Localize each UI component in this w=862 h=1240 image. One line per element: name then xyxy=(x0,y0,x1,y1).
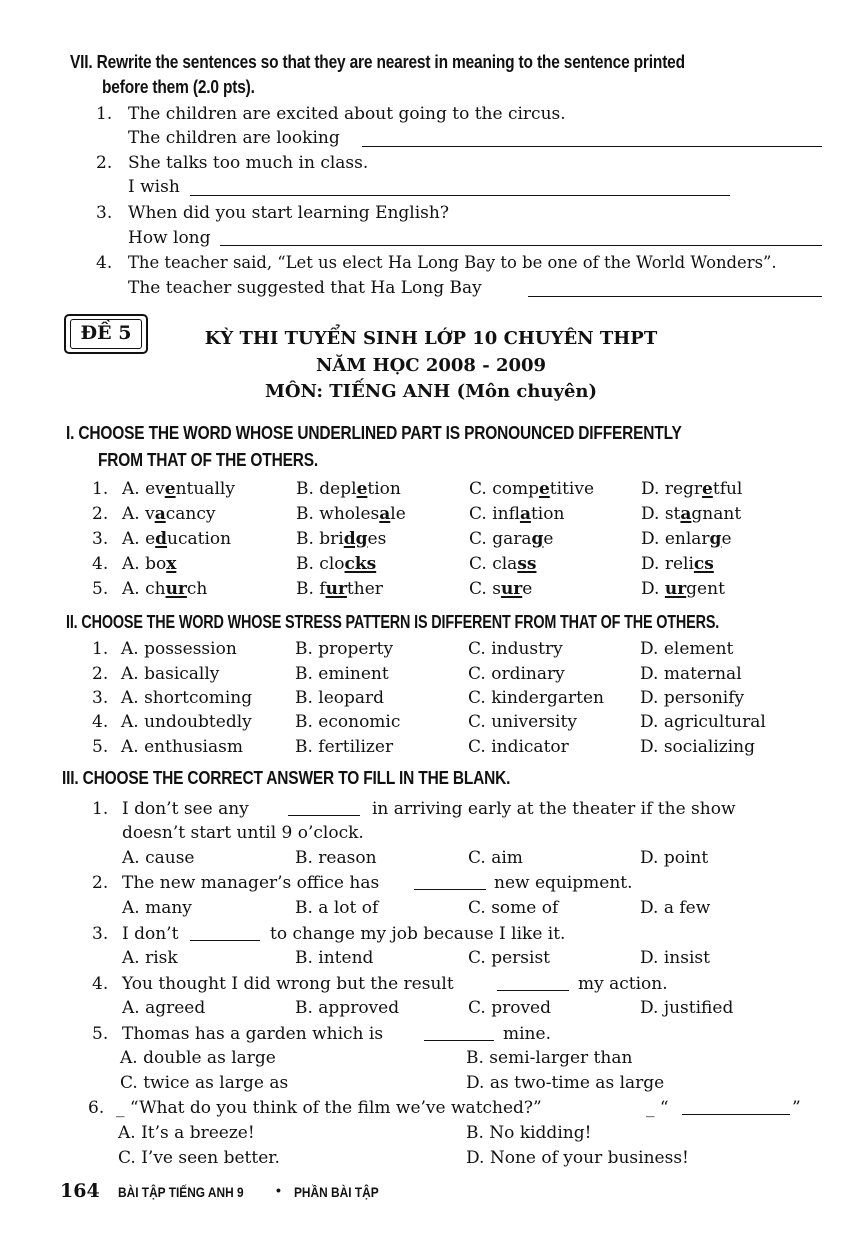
option-d[interactable] xyxy=(641,504,741,524)
question-text: You thought I did wrong but the result xyxy=(122,974,454,994)
rewrite-prompt: How long xyxy=(128,228,211,248)
option-a[interactable]: A. cause xyxy=(122,848,195,868)
option-text: tion xyxy=(367,479,401,499)
underlined-part: ur xyxy=(325,579,347,599)
option-text: ntually xyxy=(175,479,235,499)
answer-line[interactable] xyxy=(190,195,730,196)
section-ii-heading: II. CHOOSE THE WORD WHOSE STRESS PATTERN IS DIFFERENT FROM THAT OF THE OTHERS. xyxy=(66,612,720,632)
fill-blank[interactable] xyxy=(288,815,360,816)
option-text: B. wholes xyxy=(296,504,380,524)
answer-line[interactable] xyxy=(528,296,822,297)
option-a[interactable]: A. double as large xyxy=(120,1048,276,1068)
option-b[interactable]: B. eminent xyxy=(295,664,389,684)
option-b[interactable]: B. a lot of xyxy=(295,898,379,918)
question-text: my action. xyxy=(578,974,668,994)
option-text: D. enlar xyxy=(641,529,710,549)
option-text: e xyxy=(543,529,554,549)
option-a[interactable] xyxy=(122,529,231,549)
question-number: 2. xyxy=(92,873,109,893)
option-b[interactable]: B. semi-larger than xyxy=(466,1048,633,1068)
option-text: B. bri xyxy=(296,529,344,549)
option-b[interactable]: B. intend xyxy=(295,948,374,968)
option-b[interactable]: B. No kidding! xyxy=(466,1123,592,1143)
option-a[interactable] xyxy=(122,504,215,524)
original-sentence: When did you start learning English? xyxy=(128,203,449,223)
underlined-part: dg xyxy=(343,529,368,549)
option-text: gent xyxy=(686,579,725,599)
underlined-part: ur xyxy=(664,579,687,599)
underlined-part: e xyxy=(164,479,176,499)
option-b[interactable]: B. property xyxy=(295,639,394,659)
option-c[interactable]: C. proved xyxy=(468,998,551,1018)
option-c[interactable]: C. aim xyxy=(468,848,523,868)
option-d[interactable]: D. None of your business! xyxy=(466,1148,689,1168)
underlined-part: a xyxy=(154,504,166,524)
underlined-part: e xyxy=(356,479,368,499)
option-d[interactable]: D. a few xyxy=(640,898,711,918)
option-d[interactable]: D. agricultural xyxy=(640,712,766,732)
section-i-heading: I. CHOOSE THE WORD WHOSE UNDERLINED PART IS PRONOUNCED DIFFERENTLY xyxy=(66,423,682,443)
option-text: C. s xyxy=(469,579,501,599)
option-b[interactable]: B. economic xyxy=(295,712,401,732)
option-text: C. comp xyxy=(469,479,539,499)
option-text: tion xyxy=(530,504,565,524)
fill-blank[interactable] xyxy=(497,990,569,991)
option-text: B. depl xyxy=(296,479,357,499)
option-d[interactable]: D. personify xyxy=(640,688,745,708)
option-a[interactable]: A. enthusiasm xyxy=(121,737,243,757)
question-number: 4. xyxy=(92,554,109,574)
option-b[interactable]: B. leopard xyxy=(295,688,385,708)
option-d[interactable] xyxy=(641,554,714,574)
option-c[interactable]: C. indicator xyxy=(468,737,569,757)
option-text: D. regr xyxy=(641,479,703,499)
question-number: 5. xyxy=(92,737,109,757)
option-text: cancy xyxy=(165,504,216,524)
question-number: 2. xyxy=(92,504,109,524)
part-title: PHẦN BÀI TẬP xyxy=(294,1184,379,1200)
underlined-part: e xyxy=(702,479,713,499)
response-close: ” xyxy=(792,1098,801,1118)
subject-title: MÔN: TIẾNG ANH (Môn chuyên) xyxy=(264,381,598,402)
underlined-part: ss xyxy=(517,554,537,574)
option-text: B. clo xyxy=(296,554,345,574)
fill-blank[interactable] xyxy=(190,940,260,941)
rewrite-prompt: The teacher suggested that Ha Long Bay xyxy=(128,278,482,298)
option-c[interactable]: C. ordinary xyxy=(468,664,565,684)
original-sentence: The teacher said, “Let us elect Ha Long Bay to be one of the World Wonders”. xyxy=(128,253,777,272)
option-c[interactable] xyxy=(469,479,594,499)
option-d[interactable] xyxy=(641,579,725,599)
question-number: 6. xyxy=(88,1098,105,1118)
question-text: I don’t see any xyxy=(122,799,249,819)
underlined-part: a xyxy=(680,504,692,524)
question-number: 2. xyxy=(96,153,113,173)
option-c[interactable]: C. industry xyxy=(468,639,563,659)
question-number: 1. xyxy=(92,799,109,819)
underlined-part: a xyxy=(379,504,391,524)
underlined-part: g xyxy=(709,529,722,549)
question-number: 3. xyxy=(92,924,109,944)
option-text: A. ev xyxy=(122,479,165,499)
option-text: C. cla xyxy=(469,554,518,574)
question-text: mine. xyxy=(503,1024,551,1044)
footer-bullet: • xyxy=(276,1182,281,1198)
rewrite-prompt: I wish xyxy=(128,177,180,197)
fill-blank[interactable] xyxy=(424,1040,494,1041)
original-sentence: The children are excited about going to the circus. xyxy=(128,104,566,124)
option-a[interactable]: A. agreed xyxy=(122,998,206,1018)
option-text: le xyxy=(390,504,406,524)
option-b[interactable] xyxy=(296,479,401,499)
underlined-part: cks xyxy=(344,554,377,574)
underlined-part: e xyxy=(538,479,550,499)
option-text: D. reli xyxy=(641,554,694,574)
option-text: D. xyxy=(641,579,665,599)
option-b[interactable] xyxy=(296,529,386,549)
fill-blank[interactable] xyxy=(414,889,486,890)
exam-title: KỲ THI TUYỂN SINH LỚP 10 CHUYÊN THPT xyxy=(204,328,658,349)
original-sentence: She talks too much in class. xyxy=(128,153,369,173)
underlined-part: g xyxy=(531,529,544,549)
option-a[interactable]: A. basically xyxy=(121,664,220,684)
question-number: 3. xyxy=(96,203,113,223)
option-a[interactable]: A. It’s a breeze! xyxy=(118,1123,255,1143)
option-d[interactable]: D. element xyxy=(640,639,734,659)
question-number: 3. xyxy=(92,688,109,708)
option-text: C. infl xyxy=(469,504,520,524)
rewrite-prompt: The children are looking xyxy=(128,128,340,148)
option-c[interactable]: C. I’ve seen better. xyxy=(118,1148,280,1168)
section-iii-heading: III. CHOOSE THE CORRECT ANSWER TO FILL IN THE BLANK. xyxy=(62,768,511,788)
option-d[interactable] xyxy=(641,479,742,499)
section-i-heading-cont: FROM THAT OF THE OTHERS. xyxy=(98,450,319,470)
question-number: 2. xyxy=(92,664,109,684)
fill-blank[interactable] xyxy=(682,1114,790,1115)
answer-line[interactable] xyxy=(220,245,822,246)
option-c[interactable]: C. twice as large as xyxy=(120,1073,289,1093)
book-title: BÀI TẬP TIẾNG ANH 9 xyxy=(118,1184,244,1200)
underlined-part: cs xyxy=(693,554,714,574)
question-number: 1. xyxy=(92,639,109,659)
question-text: I don’t xyxy=(122,924,179,944)
option-b[interactable]: B. fertilizer xyxy=(295,737,394,757)
question-number: 1. xyxy=(92,479,109,499)
option-a[interactable]: A. shortcoming xyxy=(121,688,253,708)
option-b[interactable] xyxy=(296,579,383,599)
option-c[interactable]: C. some of xyxy=(468,898,559,918)
question-number: 3. xyxy=(92,529,109,549)
question-text: Thomas has a garden which is xyxy=(122,1024,384,1044)
option-text: A. bo xyxy=(122,554,167,574)
option-text: A. v xyxy=(122,504,155,524)
option-b[interactable] xyxy=(296,554,376,574)
option-d[interactable]: D. insist xyxy=(640,948,710,968)
option-a[interactable] xyxy=(122,479,235,499)
option-text: e xyxy=(522,579,533,599)
option-d[interactable]: D. maternal xyxy=(640,664,742,684)
option-text: ucation xyxy=(167,529,232,549)
option-c[interactable]: C. persist xyxy=(468,948,550,968)
question-text: in arriving early at the theater if the show xyxy=(372,799,736,819)
question-text: doesn’t start until 9 o’clock. xyxy=(122,823,364,843)
option-text: ther xyxy=(346,579,383,599)
option-d[interactable]: D. as two-time as large xyxy=(466,1073,665,1093)
option-text: A. ch xyxy=(122,579,166,599)
option-a[interactable]: A. many xyxy=(122,898,192,918)
question-text: to change my job because I like it. xyxy=(270,924,566,944)
option-text: tful xyxy=(712,479,743,499)
question-text: _ “What do you think of the film we’ve watched?” xyxy=(116,1098,542,1118)
option-d[interactable] xyxy=(641,529,732,549)
option-text: titive xyxy=(549,479,594,499)
question-number: 4. xyxy=(92,712,109,732)
option-text: e xyxy=(721,529,732,549)
option-a[interactable]: A. undoubtedly xyxy=(121,712,252,732)
option-text: A. e xyxy=(122,529,156,549)
option-c[interactable] xyxy=(469,504,564,524)
option-text: C. gara xyxy=(469,529,532,549)
underlined-part: d xyxy=(155,529,168,549)
section-vii-heading: VII. Rewrite the sentences so that they are nearest in meaning to the sentence printed xyxy=(70,52,685,72)
question-number: 4. xyxy=(92,974,109,994)
option-a[interactable] xyxy=(122,579,207,599)
question-number: 4. xyxy=(96,253,113,273)
option-text: ch xyxy=(186,579,208,599)
question-text: new equipment. xyxy=(494,873,633,893)
option-a[interactable] xyxy=(122,554,176,574)
page-number: 164 xyxy=(60,1180,100,1202)
option-d[interactable]: D. socializing xyxy=(640,737,755,757)
option-c[interactable]: C. kindergarten xyxy=(468,688,604,708)
answer-line[interactable] xyxy=(362,146,822,147)
section-vii-heading-cont: before them (2.0 pts). xyxy=(102,77,255,97)
option-text: B. f xyxy=(296,579,326,599)
option-text: gnant xyxy=(691,504,742,524)
response-open: _ “ xyxy=(646,1098,669,1118)
option-a[interactable]: A. risk xyxy=(122,948,178,968)
underlined-part: x xyxy=(166,554,177,574)
option-b[interactable]: B. approved xyxy=(295,998,400,1018)
option-c[interactable] xyxy=(469,529,553,549)
underlined-part: a xyxy=(519,504,531,524)
question-number: 5. xyxy=(92,1024,109,1044)
underlined-part: ur xyxy=(500,579,523,599)
option-c[interactable]: C. university xyxy=(468,712,577,732)
exam-number: ĐỀ 5 xyxy=(80,322,132,344)
question-text: The new manager’s office has xyxy=(122,873,380,893)
underlined-part: ur xyxy=(165,579,187,599)
option-text: D. st xyxy=(641,504,681,524)
option-c[interactable] xyxy=(469,554,536,574)
option-c[interactable] xyxy=(469,579,532,599)
question-number: 5. xyxy=(92,579,109,599)
option-b[interactable]: B. reason xyxy=(295,848,377,868)
option-a[interactable]: A. possession xyxy=(121,639,237,659)
option-b[interactable] xyxy=(296,504,406,524)
option-d[interactable]: D. justified xyxy=(640,998,734,1018)
school-year: NĂM HỌC 2008 - 2009 xyxy=(315,355,547,376)
option-text: es xyxy=(367,529,387,549)
option-d[interactable]: D. point xyxy=(640,848,709,868)
question-number: 1. xyxy=(96,104,113,124)
